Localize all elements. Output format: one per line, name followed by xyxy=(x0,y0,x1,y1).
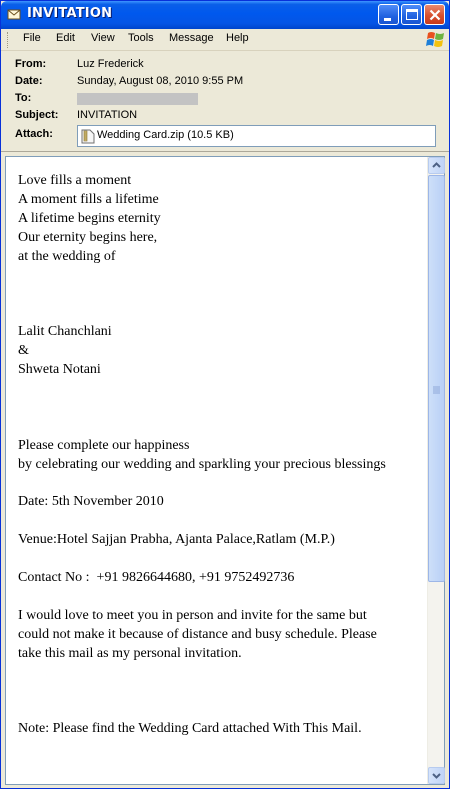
minimize-icon xyxy=(379,5,400,26)
body-line: I would love to meet you in person and invite for the same but xyxy=(18,607,367,623)
from-label: From: xyxy=(15,58,47,70)
body-line: Lalit Chanchlani xyxy=(18,324,112,340)
body-line xyxy=(18,588,428,607)
body-line xyxy=(18,682,428,701)
body-line: Our eternity begins here, xyxy=(18,229,158,245)
subject-label: Subject: xyxy=(15,109,59,121)
chevron-up-icon xyxy=(429,158,444,173)
body-line: A lifetime begins eternity xyxy=(18,210,161,226)
from-value: Luz Frederick xyxy=(77,58,144,70)
body-line: Please complete our happiness xyxy=(18,437,190,453)
date-value: Sunday, August 08, 2010 9:55 PM xyxy=(77,75,244,87)
body-line xyxy=(18,267,428,286)
body-line xyxy=(18,418,428,437)
body-line: Shweta Notani xyxy=(18,362,101,378)
title-bar[interactable] xyxy=(1,1,449,29)
message-body xyxy=(5,156,445,785)
body-line: Note: Please find the Wedding Card attached With This Mail. xyxy=(18,721,362,737)
body-line xyxy=(18,399,428,418)
body-line: Love fills a moment xyxy=(18,173,132,188)
body-line xyxy=(18,285,428,304)
vertical-scrollbar[interactable] xyxy=(427,157,444,784)
body-line: Venue:Hotel Sajjan Prabha, Ajanta Palace,Ratlam (M.P.) xyxy=(18,532,335,548)
body-line: & xyxy=(18,343,29,359)
menu-message[interactable]: Message xyxy=(169,32,214,44)
redacted-recipient xyxy=(77,93,198,105)
scroll-thumb[interactable] xyxy=(428,175,445,582)
body-line xyxy=(18,664,428,683)
message-text xyxy=(18,172,428,739)
body-line xyxy=(18,550,428,569)
menu-bar xyxy=(1,29,449,51)
body-line: at the wedding of xyxy=(18,248,116,264)
body-line xyxy=(18,304,428,323)
body-line: Date: 5th November 2010 xyxy=(18,494,164,510)
minimize-button[interactable] xyxy=(378,4,399,25)
body-line xyxy=(18,475,428,494)
to-label: To: xyxy=(15,92,32,104)
subject-value: INVITATION xyxy=(77,109,138,121)
menu-file[interactable]: File xyxy=(23,32,41,44)
date-label: Date: xyxy=(15,75,43,87)
toolbar-grip[interactable] xyxy=(7,32,10,48)
body-line: by celebrating our wedding and sparkling your precious blessings xyxy=(18,456,386,472)
message-header xyxy=(1,52,449,152)
body-line: take this mail as my personal invitation. xyxy=(18,645,242,661)
body-line: Contact No : +91 9826644680, +91 9752492736 xyxy=(18,570,295,586)
body-line xyxy=(18,701,428,720)
zip-file-icon xyxy=(81,129,95,144)
menu-view[interactable]: View xyxy=(91,32,115,44)
scroll-down-button[interactable] xyxy=(428,767,445,784)
body-line xyxy=(18,512,428,531)
close-button[interactable] xyxy=(424,4,445,25)
grip-icon xyxy=(433,386,440,394)
attachment-link[interactable]: Wedding Card.zip (10.5 KB) xyxy=(97,129,234,141)
envelope-icon xyxy=(7,7,21,21)
menu-edit[interactable]: Edit xyxy=(56,32,75,44)
maximize-button[interactable] xyxy=(401,4,422,25)
body-line: A moment fills a lifetime xyxy=(18,191,159,207)
close-icon xyxy=(425,5,446,26)
body-line xyxy=(18,380,428,399)
body-line: could not make it because of distance and busy schedule. Please xyxy=(18,626,377,642)
menu-help[interactable]: Help xyxy=(226,32,249,44)
windows-logo-icon xyxy=(425,29,447,51)
menu-tools[interactable]: Tools xyxy=(128,32,154,44)
maximize-icon xyxy=(402,5,423,26)
chevron-down-icon xyxy=(429,768,444,783)
scroll-up-button[interactable] xyxy=(428,157,445,174)
window-title: INVITATION xyxy=(27,6,113,21)
attachment-field[interactable] xyxy=(77,125,436,147)
attach-label: Attach: xyxy=(15,128,53,140)
